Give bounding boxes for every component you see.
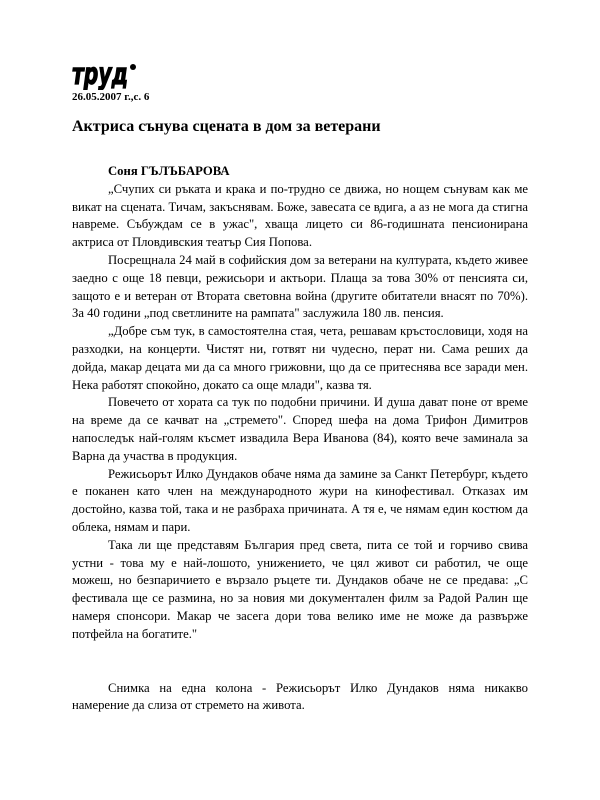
article-headline: Актриса сънува сцената в дом за ветерани [72, 118, 381, 135]
logo-accent-dot [130, 64, 136, 70]
article-paragraph: Посрещнала 24 май в софийския дом за ветерани на културата, където живее заедно с още 18 певци, режисьори и актьори. Плаща за това 30% от пенсията си, защото е и ветеран от Втората световна война (другите обитатели внасят по 70%). За 40 години „под светлините на рампата" заслужила 180 лв. пенсия. [72, 252, 528, 321]
article-author: Соня ГЪЛЪБАРОВА [108, 164, 230, 178]
newspaper-logo [72, 58, 144, 90]
article-paragraph: Повечето от хората са тук по подобни причини. И душа дават поне от време на време да се качват на „стремето". Според шефа на дома Трифон Димитров напоследък най-голям късмет извадила Вера Иванова (84), която вече заминала за Варна да участва в продукция. [72, 395, 528, 463]
article-paragraph: „Счупих си ръката и крака и по-трудно се движа, но нощем сънувам как ме викат на сцената. Тичам, закъснявам. Боже, завесата се вдига, а аз не мога да стигна навреме. Събуждам се в ужас", хваща лицето си 86-годишната пенсионирана актриса от Пловдивския театър Сия Попова. [72, 181, 528, 250]
publication-date-page: 26.05.2007 г.,с. 6 [72, 91, 150, 103]
article-paragraph: Така ли ще представям България пред света, пита се той и горчиво свива устни - това му е най-лошото, унижението, че цял живот си работил, че още можеш, но безпаричието е вързало ръцете ти. Дундаков обаче не се предава: „С фестивала ще се размина, но за новия ми документален филм за Радой Ралин ще намеря спонсори. Макар че засега дори това велико име не може да развърже потфейла на богатите." [72, 537, 528, 641]
article-paragraph: „Добре съм тук, в самостоятелна стая, чета, решавам кръстословици, ходя на разходки, на концерти. Чистят ни, готвят ни чудесно, перат ни. Сама реших да дойда, макар децата ми да са много грижовни, що да се притеснява все заради мен. Нека работят спокойно, докато са още млади", казва тя. [72, 324, 528, 392]
photo-caption: Снимка на една колона - Режисьорът Илко Дундаков няма никакво намерение да слиза от стремето на живота. [72, 680, 528, 713]
newspaper-logo-text: труд [72, 58, 128, 90]
article-body [72, 163, 528, 715]
article-paragraph: Режисьорът Илко Дундаков обаче няма да замине за Санкт Петербург, където е поканен като член на международното жури на кинофестивал. Отказах им достойно, казва той, така и не разбраха причината. А тя е, че нямам един костюм да облека, нямам и пари. [72, 466, 528, 534]
